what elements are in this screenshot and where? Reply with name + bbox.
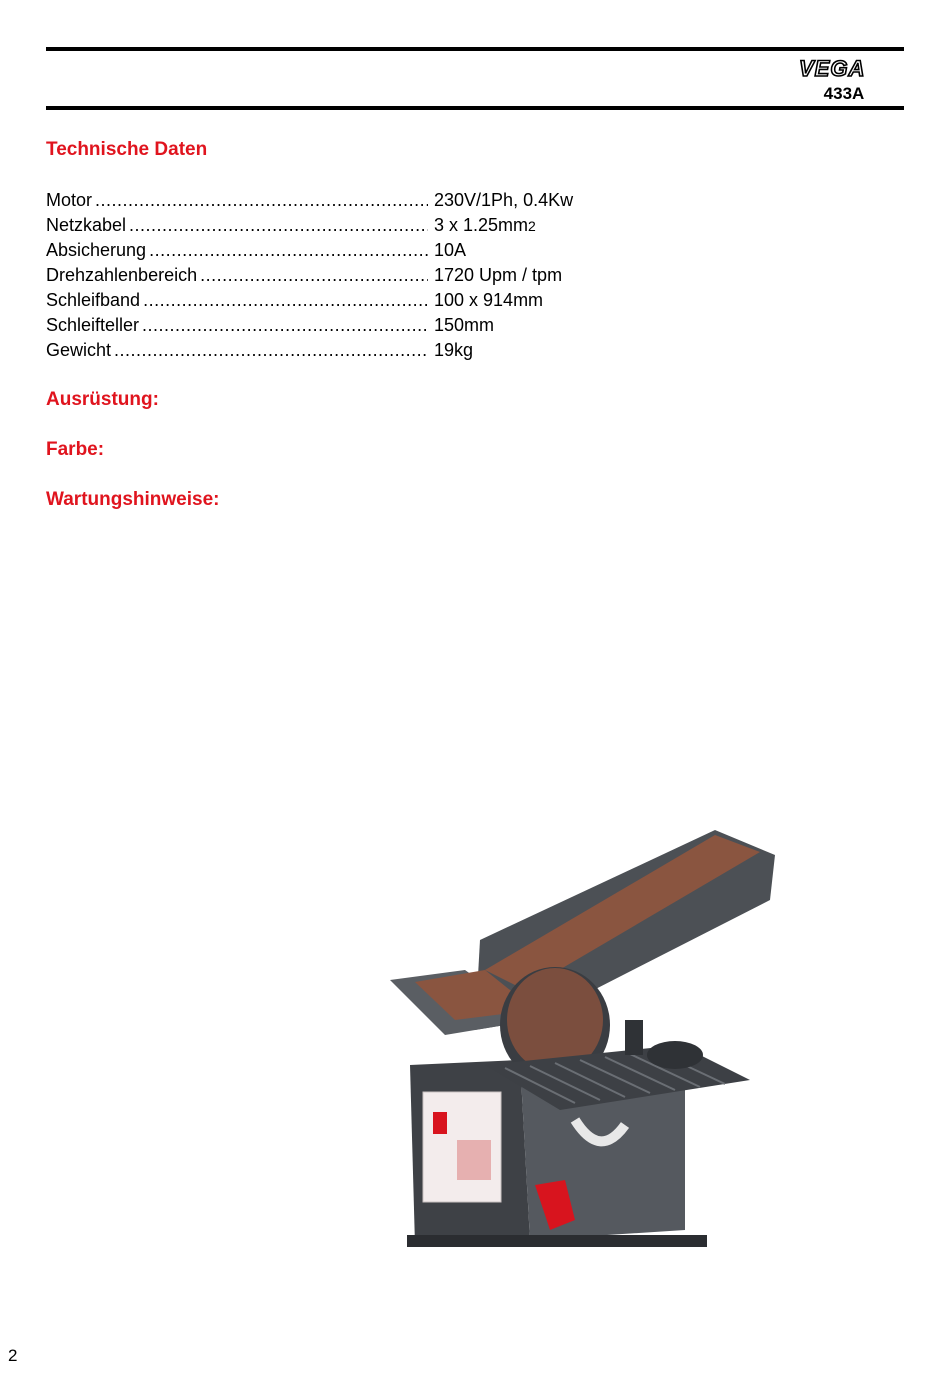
spec-value: 19kg — [434, 340, 474, 360]
spec-name: Gewicht — [46, 340, 112, 360]
dot-leader — [111, 338, 428, 363]
miter-fence — [625, 1020, 643, 1055]
dot-leader — [126, 213, 428, 238]
spec-row-cable — [46, 213, 646, 238]
dot-leader — [146, 238, 428, 263]
maintenance-heading: Wartungshinweise: — [46, 489, 220, 510]
dot-leader — [140, 288, 428, 313]
vega-logo — [797, 56, 885, 82]
equipment-heading: Ausrüstung: — [46, 389, 159, 410]
spec-value: 10A — [434, 240, 467, 260]
spec-value-suffix: 2 — [528, 218, 536, 234]
page-number: 2 — [8, 1346, 18, 1365]
technical-data-heading: Technische Daten — [46, 139, 208, 160]
spec-row-fuse — [46, 238, 646, 263]
dot-leader — [139, 313, 428, 338]
spec-name: Schleifband — [46, 290, 141, 310]
spec-value: 100 x 914mm — [434, 290, 544, 310]
spec-name: Schleifteller — [46, 315, 140, 335]
spec-name: Motor — [46, 190, 93, 210]
model-number: 433A — [823, 84, 865, 103]
spec-value: 150mm — [434, 315, 495, 335]
spec-value: 230V/1Ph, 0.4Kw — [434, 190, 574, 210]
spec-row-speed — [46, 263, 646, 288]
miter-gauge — [647, 1041, 703, 1069]
spec-row-disc — [46, 313, 646, 338]
machine-foot — [407, 1235, 707, 1247]
spec-value: 3 x 1.25mm2 — [434, 215, 536, 235]
power-switch — [433, 1112, 447, 1134]
header-bottom-rule — [46, 106, 904, 110]
dot-leader — [92, 188, 428, 213]
vega-logo-text: VEGA — [799, 56, 866, 81]
spec-row-motor — [46, 188, 646, 213]
spec-name: Netzkabel — [46, 215, 127, 235]
spec-value: 1720 Upm / tpm — [434, 265, 563, 285]
dot-leader — [197, 263, 428, 288]
spec-row-weight — [46, 338, 646, 363]
header-top-rule — [46, 47, 904, 51]
warning-label — [457, 1140, 491, 1180]
color-heading: Farbe: — [46, 439, 105, 460]
spec-row-belt — [46, 288, 646, 313]
belt-disc-sander-image — [385, 820, 785, 1250]
spec-table — [46, 188, 646, 363]
spec-name: Absicherung — [46, 240, 147, 260]
spec-name: Drehzahlenbereich — [46, 265, 198, 285]
